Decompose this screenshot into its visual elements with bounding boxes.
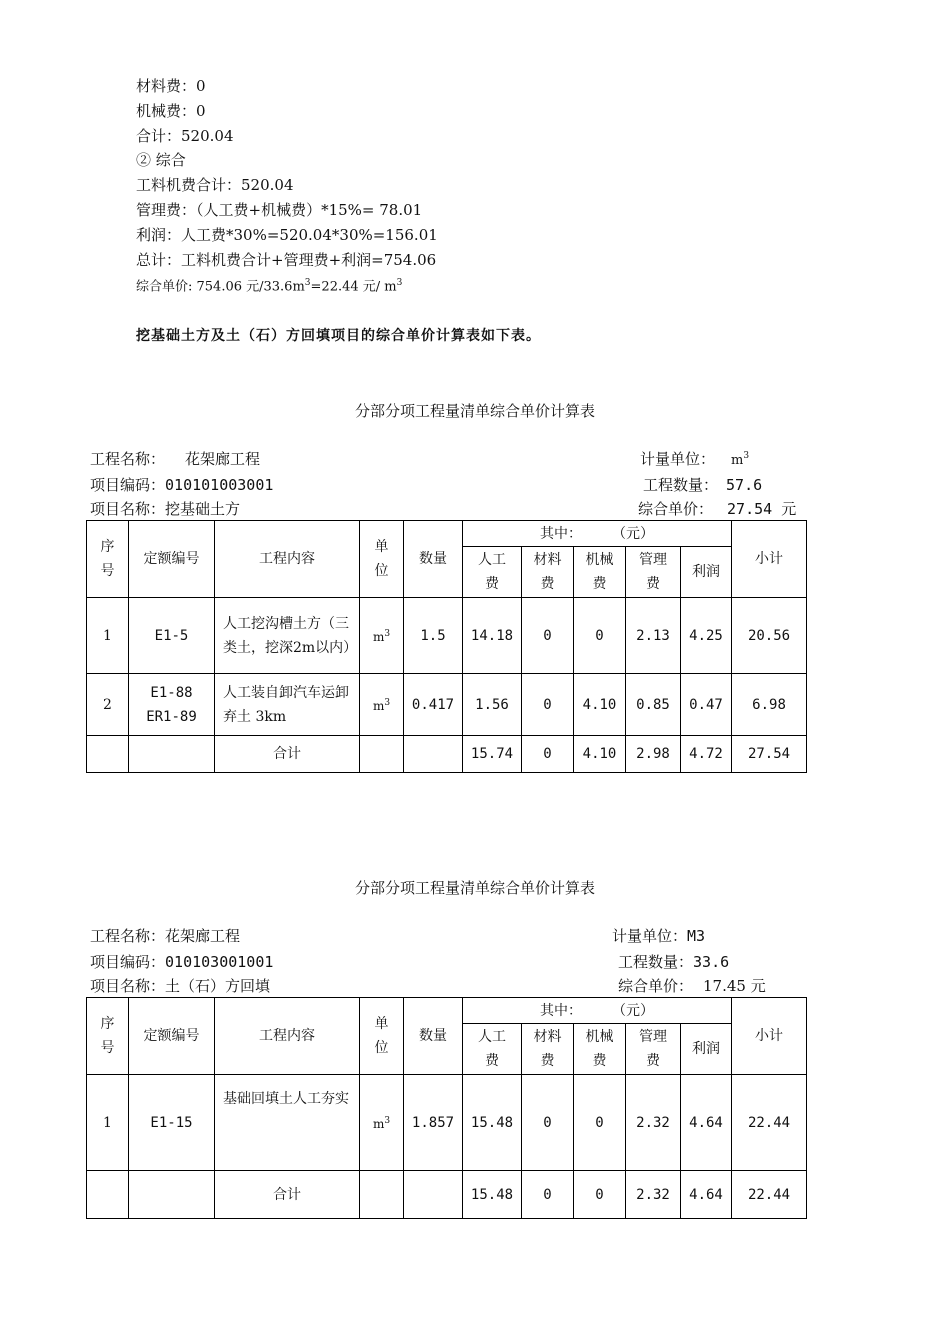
row-profit: 4.25 [681,598,732,674]
row-material: 0 [522,674,574,736]
calc-line-heading: ② 综合 [136,151,186,169]
table-row [87,1075,807,1171]
total-label: 合计 [215,1171,360,1219]
header-labor: 人工费 [463,547,522,598]
table2-item-name: 项目名称：土（石）方回填 [90,977,271,995]
row-profit: 0.47 [681,674,732,736]
table-row [87,598,807,674]
calc-line-material: 材料费：0 [136,77,206,95]
header-seq: 序号 [87,521,129,598]
row-machine: 4.10 [574,674,626,736]
row-quota-code: E1-88 ER1-89 [129,674,215,736]
header-material: 材料费 [522,1024,574,1075]
table1-quantity: 工程数量： 57.6 [643,476,763,494]
table1-code: 项目编码：010101003001 [90,476,274,494]
row-unit: $m^3$ [360,598,404,674]
header-management: 管理费 [626,547,681,598]
header-seq: 序号 [87,998,129,1075]
header-subtotal: 小计 [732,521,807,598]
row-unit: $m^3$ [360,1075,404,1171]
header-quota-code: 定额编号 [129,998,215,1075]
table2-unit: 计量单位：M3 [612,927,706,945]
total-machine: 4.10 [574,736,626,773]
total-subtotal: 27.54 [732,736,807,773]
header-content: 工程内容 [215,998,360,1075]
table2 [86,997,807,1219]
total-profit: 4.72 [681,736,732,773]
table2-project-name: 工程名称：花架廊工程 [90,927,241,945]
header-profit: 利润 [681,1024,732,1075]
tables-caption: 挖基础土方及土（石）方回填项目的综合单价计算表如下表。 [136,328,541,344]
row-seq: 1 [87,598,129,674]
header-machine: 机械费 [574,1024,626,1075]
header-profit: 利润 [681,547,732,598]
row-content: 人工装自卸汽车运卸弃土 3km [215,674,360,736]
total-row [87,1171,807,1219]
row-unit: $m^3$ [360,674,404,736]
header-quantity: 数量 [404,521,463,598]
row-material: 0 [522,598,574,674]
header-management: 管理费 [626,1024,681,1075]
header-subtotal: 小计 [732,998,807,1075]
total-management: 2.32 [626,1171,681,1219]
table2-quantity: 工程数量：33.6 [618,953,730,971]
row-seq: 2 [87,674,129,736]
total-machine: 0 [574,1171,626,1219]
header-unit: 单位 [360,521,404,598]
row-labor: 14.18 [463,598,522,674]
row-machine: 0 [574,598,626,674]
total-profit: 4.64 [681,1171,732,1219]
calc-line-sum: 工料机费合计：520.04 [136,176,294,194]
row-quantity: 0.417 [404,674,463,736]
header-quantity: 数量 [404,998,463,1075]
header-of-which: 其中： （元） [463,521,732,547]
row-quota-code: E1-5 [129,598,215,674]
header-content: 工程内容 [215,521,360,598]
row-machine: 0 [574,1075,626,1171]
row-quantity: 1.5 [404,598,463,674]
total-subtotal: 22.44 [732,1171,807,1219]
total-labor: 15.48 [463,1171,522,1219]
row-material: 0 [522,1075,574,1171]
calc-line-management: 管理费：（人工费+机械费）*15%= 78.01 [136,201,423,219]
header-of-which: 其中： （元） [463,998,732,1024]
row-labor: 15.48 [463,1075,522,1171]
table2-code: 项目编码：010103001001 [90,953,274,971]
table1-unit: 计量单位： $m^3$ [640,450,750,468]
unit-price-line: 综合单价: 754.06 元$/33.6m^3=22.44$ 元/ $m^3$ [136,278,403,295]
row-management: 0.85 [626,674,681,736]
row-subtotal: 22.44 [732,1075,807,1171]
total-management: 2.98 [626,736,681,773]
table1-project-name: 工程名称： 花架廊工程 [90,450,261,468]
table1-unit-price: 综合单价： 27.54 元 [638,500,797,518]
calc-line-grand-total: 总计：工料机费合计+管理费+利润=754.06 [136,251,437,269]
row-content: 基础回填土人工夯实 [215,1075,360,1171]
row-management: 2.13 [626,598,681,674]
row-labor: 1.56 [463,674,522,736]
table1-item-name: 项目名称：挖基础土方 [90,500,241,518]
header-labor: 人工费 [463,1024,522,1075]
row-profit: 4.64 [681,1075,732,1171]
header-quota-code: 定额编号 [129,521,215,598]
header-machine: 机械费 [574,547,626,598]
total-label: 合计 [215,736,360,773]
header-material: 材料费 [522,547,574,598]
total-labor: 15.74 [463,736,522,773]
row-quantity: 1.857 [404,1075,463,1171]
table1-title: 分部分项工程量清单综合单价计算表 [354,402,595,420]
row-management: 2.32 [626,1075,681,1171]
table-row [87,674,807,736]
total-material: 0 [522,736,574,773]
calc-line-total: 合计：520.04 [136,127,234,145]
row-seq: 1 [87,1075,129,1171]
table2-unit-price: 综合单价： 17.45 元 [618,977,766,995]
table1 [86,520,807,773]
row-quota-code: E1-15 [129,1075,215,1171]
calc-line-machine: 机械费：0 [136,102,206,120]
row-content: 人工挖沟槽土方（三类土，挖深2m以内） [215,598,360,674]
row-subtotal: 6.98 [732,674,807,736]
total-row [87,736,807,773]
total-material: 0 [522,1171,574,1219]
row-subtotal: 20.56 [732,598,807,674]
header-unit: 单位 [360,998,404,1075]
calc-line-profit: 利润：人工费*30%=520.04*30%=156.01 [136,226,438,244]
table2-title: 分部分项工程量清单综合单价计算表 [354,879,595,897]
